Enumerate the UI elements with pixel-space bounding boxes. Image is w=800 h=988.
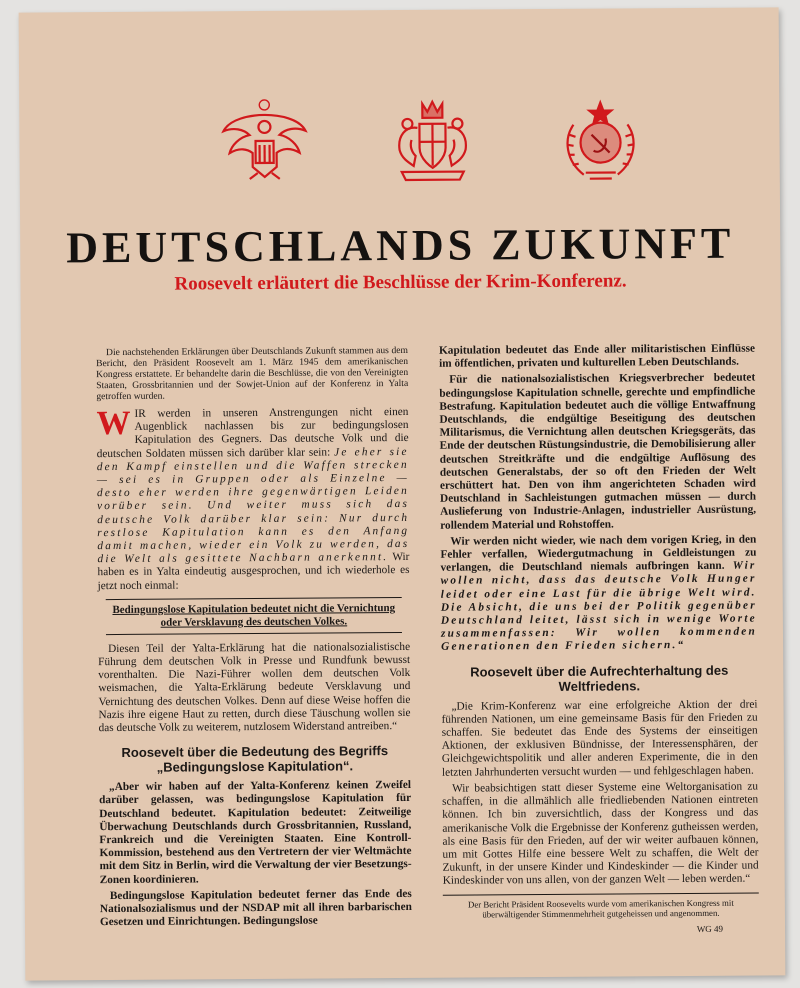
paragraph: Wir beabsichtigen statt dieser Systeme eine Weltorganisation zu schaffen, in die allmählich alle friedliebenden Nationen eintreten können. Ich bin zuversichtlich, dass der Kongress und das amerikanische Volk die Ergebnisse der Konferenz gutheissen werden, als eine Basis für den Frieden, auf der wir weiter aufbauen können, um mit Gottes Hilfe eine bessere Welt zu schaffen, die Welt der Zukunft, in der unsere Kinder und Kindeskinder — die Kinder und Kindeskinder von uns allen, von der ganzen Welt — leben werden.“ [442,780,759,888]
paragraph: Kapitulation bedeutet das Ende aller militaristischen Einflüsse im öffentlichen, privaten und kulturellen Leben Deutschlands. [438,342,756,370]
paragraph-text: IR werden in unseren Anstrengungen nicht einen Augenblick nachlassen bis zur bedingungslosen Kapitulation des Gegners. Das deutsche Volk und die deutschen Soldaten müssen sich darüber klar sein: [96,405,409,460]
emphasized-text: Je eher sie den Kampf einstellen und die Waffen strecken — sei es in Gruppen oder als Einzelne — desto eher werden ihre gegenwärtigen Leiden vorüber sein. Und weiter muss sich das deutsche Volk darüber klar sein: Nur durch restlose Kapitulation kann es den Anfang damit machen, wieder ein Volk zu werden, das die Welt als gesittete Nachbarn anerkennt. [96,445,410,566]
paragraph: „Aber wir haben auf der Yalta-Konferenz keinen Zweifel darüber gelassen, was bedingungslose Kapitulation für Deutschland bedeutet. Kapitulation bedeutet: Zeitweilige Überwachung Deutschlands durch Grossbritannien, Russland, Frankreich und die Vereinigten Staaten. Eine Kontroll-Kommission, bestehend aus den Vertretern der vier Weltmächte mit dem Sitz in Berlin, wird die Verwaltung der vier Besetzungs-Zonen koordinieren. [99,779,412,886]
section-heading: Roosevelt über die Bedeutung des Begriffs „Bedingungslose Kapitulation“. [121,743,389,775]
paragraph-text: Wir haben es in Yalta eindeutig ausgesprochen, und ich wiederhole es jetzt noch einmal: [97,551,410,592]
leaflet-page [19,7,786,980]
paragraph: Für die nationalsozialistischen Kriegsverbrecher bedeutet bedingungslose Kapitulation schnelle, gerechte und empfindliche Bestrafung. Kapitulation bedeutet auch die völlige Entwaffnung Deutschlands, die endgültige Beseitigung des deutschen Militarismus, die Vernichtung allen deutschen Kriegsgeräts, das Ende der deutschen Rüstungsindustrie, die Demobilisierung aller deutschen Streitkräfte und die endgültige Auflösung des deutschen Generalstabs, der so oft den Frieden der Welt erschüttert hat. Den von ihm angerichteten Schaden wird Deutschland in Sachleistungen gutmachen müssen — durch Auslieferung von Industrie-Anlagen, industrieller Ausrüstung, rollendem Material und Rohstoffen. [439,371,757,532]
intro-paragraph: Die nachstehenden Erklärungen über Deutschlands Zukunft stammen aus dem Bericht, den Präsident Roosevelt am 1. März 1945 dem amerikanischen Kongress erstattete. Er behandelte darin die Beschlüsse, die von den Vereinigten Staaten, Grossbritannien und der Sowjet-Union auf der Konferenz in Yalta getroffen wurden. [96,344,409,403]
ussr-emblem-icon [555,94,646,185]
emblem-row [19,93,780,198]
emphasized-text: Wir wollen nicht, dass das deutsche Volk Hunger leidet oder eine Last für die übrige Welt wird. Die Absicht, die uns bei der Politik gegenüber Deutschland leitet, lässt sich in wenige Worte zusammenfassen: Wir wollen kommenden Generationen den Frieden sichern.“ [440,559,758,654]
paragraph: Diesen Teil der Yalta-Erklärung hat die nationalsozialistische Führung dem deutschen Volk in Presse und Rundfunk bewusst vorenthalten. Die Nazi-Führer wollen dem deutschen Volk weismachen, die Yalta-Erklärung bedeute Versklavung und Vernichtung des deutschen Volkes. Denn auf diese Weise hoffen die Nazis ihre eigene Haut zu retten, durch diese Täuschung wollen sie das deutsche Volk zu weiterem, nutzlosem Widerstand antreiben.“ [98,640,411,735]
paragraph [96,406,409,593]
paragraph: Bedingungslose Kapitulation bedeutet ferner das Ende des Nationalsozialismus und der NSDAP mit all ihren barbarischen Gesetzen und Einrichtungen. Bedingungslose [99,887,412,929]
paragraph: „Die Krim-Konferenz war eine erfolgreiche Aktion der drei führenden Nationen, um eine gemeinsame Basis für den Frieden zu schaffen. Sie bedeutet das Ende des Systems der einseitigen Aktionen, der exklusiven Bündnisse, der Interessensphären, der Gleichgewichtspolitik und aller anderen Experimente, die in den letzten Jahrhunderten versucht wurden — und fehlgeschlagen haben. [441,698,758,779]
left-column [96,345,412,933]
page-subtitle: Roosevelt erläutert die Beschlüsse der Krim-Konferenz. [174,270,627,295]
highlight-box: Bedingungslose Kapitulation bedeutet nicht die Vernichtung oder Versklavung des deutschen Volkes. [106,597,402,635]
page-title: DEUTSCHLANDS ZUKUNFT [66,218,735,273]
paragraph [440,533,757,654]
uk-coat-of-arms-icon [387,95,478,186]
right-column [439,343,759,921]
section-heading: Roosevelt über die Aufrechterhaltung des Weltfriedens. [470,662,729,694]
drop-cap: W [96,404,131,443]
print-code: WG 49 [696,923,724,934]
footnote: Der Bericht Präsident Roosevelts wurde vom amerikanischen Kongress mit überwältigender Stimmenmehrheit gutgeheissen und angenommen. [443,892,759,920]
us-seal-icon [219,97,310,188]
paragraph-text: Wir werden nicht wieder, wie nach dem vorigen Krieg, in den Fehler verfallen, Wiedergutmachung in Geldleistungen zu verlangen, die Deutschland niemals aufbringen kann. [440,533,757,574]
